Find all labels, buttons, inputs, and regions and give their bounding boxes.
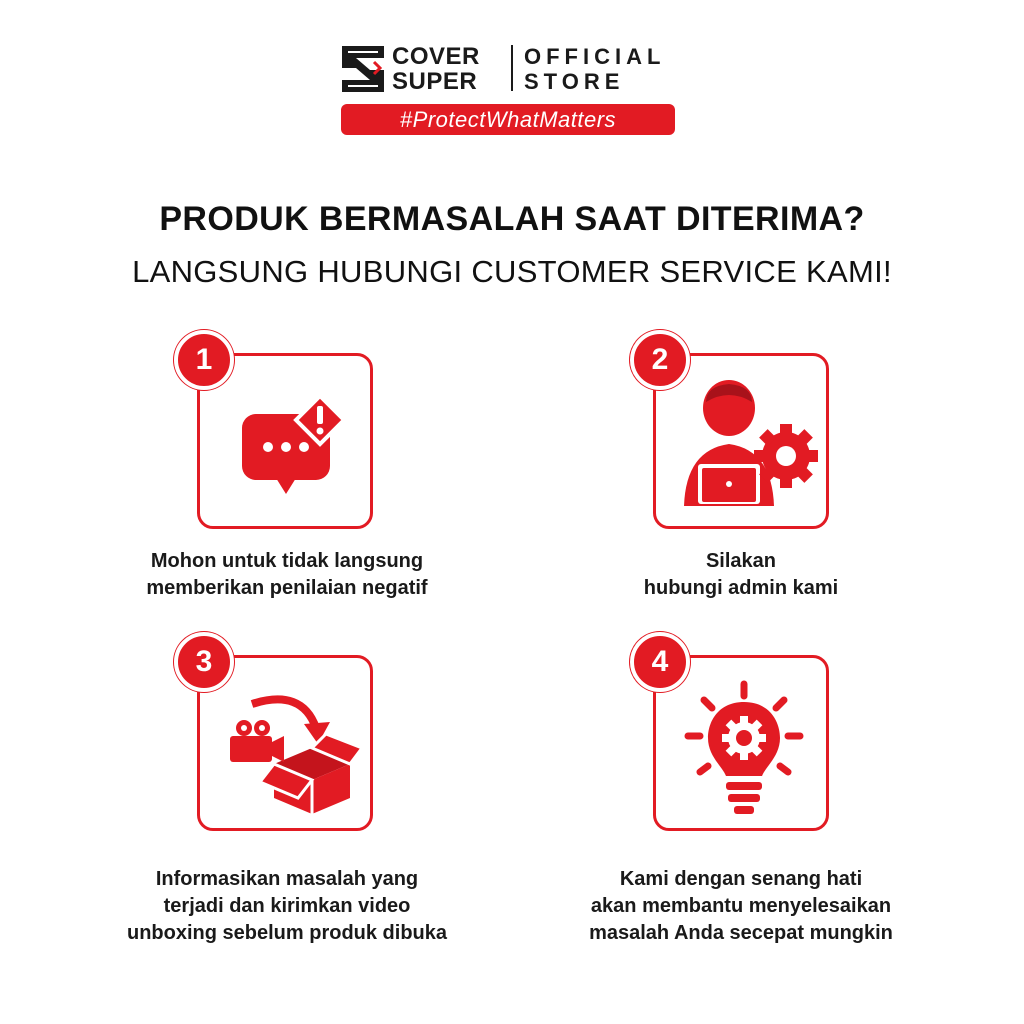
step-4-caption-line-1: Kami dengan senang hati [619, 868, 863, 890]
step-4-caption-line-2: akan membantu menyelesaikan [590, 895, 892, 917]
step-3-caption [77, 866, 497, 947]
unboxing-video-icon [222, 678, 362, 818]
step-3-caption-line-3: unboxing sebelum produk dibuka [126, 922, 448, 944]
step-1-caption-line-1: Mohon untuk tidak langsung [150, 550, 424, 572]
hashtag-banner: #ProtectWhatMatters [341, 104, 675, 135]
step-2-caption-line-1: Silakan [705, 550, 777, 572]
step-1-number-badge: 1 [174, 330, 234, 390]
step-2-caption-line-2: hubungi admin kami [643, 577, 839, 599]
step-4-caption-line-3: masalah Anda secepat mungkin [589, 922, 893, 944]
step-4-caption [531, 866, 951, 947]
step-3-caption-line-2: terjadi dan kirimkan video [163, 895, 411, 917]
step-2-number-badge: 2 [630, 330, 690, 390]
cover-super-logo-icon [340, 44, 386, 94]
chat-alert-icon [236, 396, 346, 496]
brand-divider [511, 45, 513, 91]
brand-header [0, 40, 1024, 140]
step-1-caption [77, 548, 497, 602]
step-1-caption-line-2: memberikan penilaian negatif [146, 577, 428, 599]
headline-question: PRODUK BERMASALAH SAAT DITERIMA? [159, 200, 865, 238]
brand-name-line-2: SUPER [392, 68, 478, 95]
step-3-caption-line-1: Informasikan masalah yang [155, 868, 419, 890]
headline-call-to-action: LANGSUNG HUBUNGI CUSTOMER SERVICE KAMI! [132, 254, 892, 289]
step-4-number-badge: 4 [630, 632, 690, 692]
store-label-line-1: OFFICIAL [524, 44, 666, 69]
step-3-number-badge: 3 [174, 632, 234, 692]
lightbulb-gear-icon [682, 680, 806, 820]
store-label-line-2: STORE [524, 69, 625, 94]
step-2-caption [531, 548, 951, 602]
brand-name-line-1: COVER [392, 43, 480, 70]
customer-service-admin-icon [674, 378, 819, 508]
